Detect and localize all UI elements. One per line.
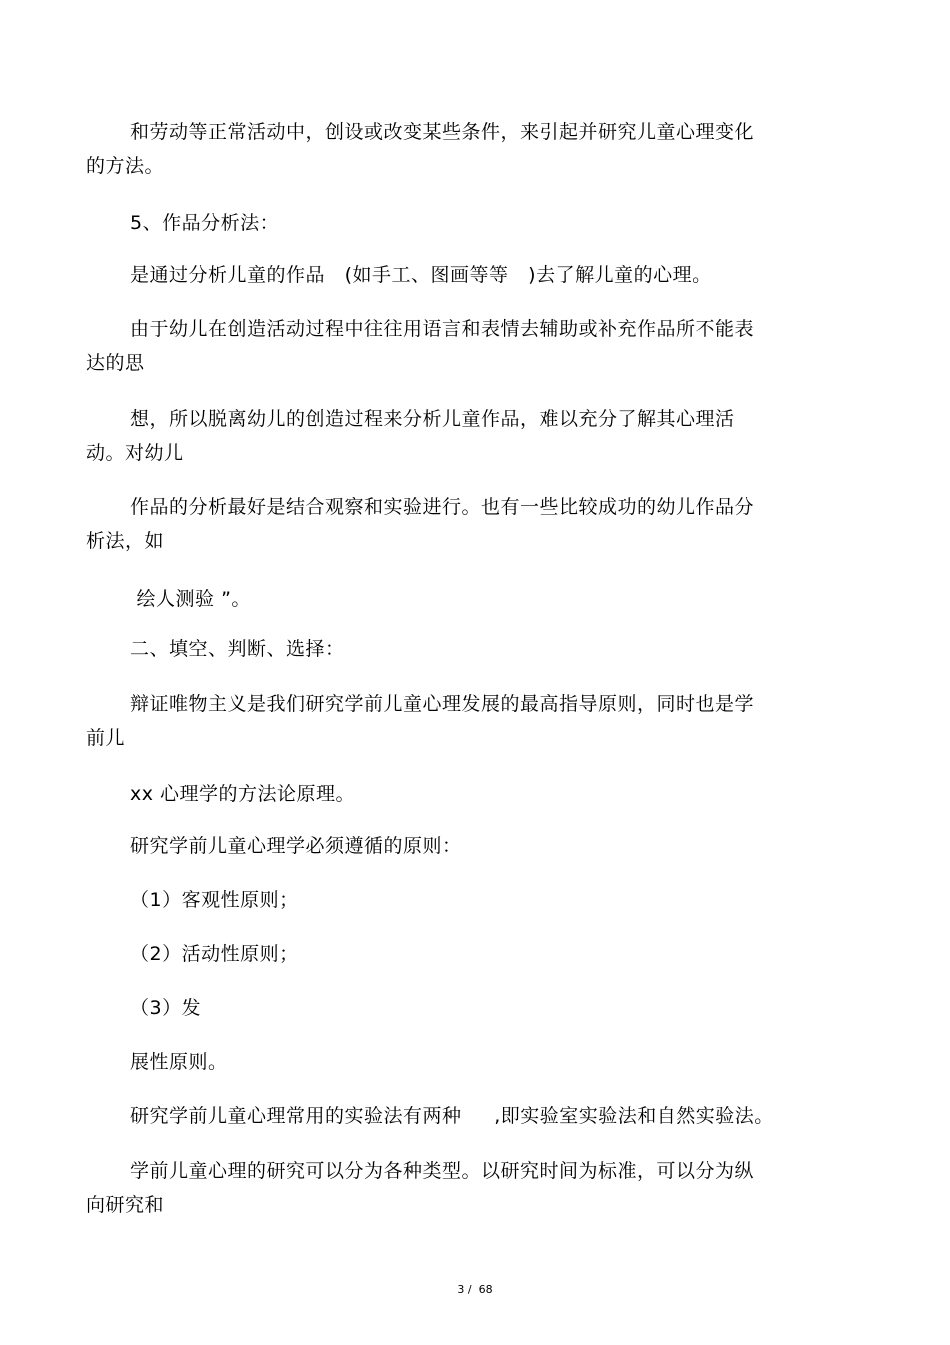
list-item: （1）客观性原则； — [130, 889, 299, 911]
text-line: 作品的分析最好是结合观察和实验进行。也有一些比较成功的幼儿作品分 — [130, 496, 755, 518]
text-line: 是通过分析儿童的作品 (如手工、图画等等 )去了解儿童的心理。 — [130, 264, 712, 286]
text-line: 向研究和 — [86, 1194, 165, 1216]
text-line: 绘人测验 ”。 — [130, 588, 251, 610]
text-line: 析法，如 — [86, 530, 165, 552]
page-number: 3 / 68 — [457, 1283, 493, 1296]
text-line: 达的思 — [86, 352, 145, 374]
text-line: 和劳动等正常活动中，创设或改变某些条件，来引起并研究儿童心理变化 — [130, 121, 755, 143]
text-line: 研究学前儿童心理常用的实验法有两种 ,即实验室实验法和自然实验法。 — [130, 1105, 774, 1127]
text-line: 前儿 — [86, 727, 126, 749]
text-line: 研究学前儿童心理学必须遵循的原则： — [130, 835, 462, 857]
text-line: 想，所以脱离幼儿的创造过程来分析儿童作品，难以充分了解其心理活 — [130, 408, 735, 430]
text-line: 的方法。 — [86, 155, 165, 177]
text-line: 辩证唯物主义是我们研究学前儿童心理发展的最高指导原则，同时也是学 — [130, 693, 755, 715]
text-line: 由于幼儿在创造活动过程中往往用语言和表情去辅助或补充作品所不能表 — [130, 318, 755, 340]
section-heading: 5、作品分析法： — [130, 212, 280, 234]
text-line: 学前儿童心理的研究可以分为各种类型。以研究时间为标准，可以分为纵 — [130, 1160, 755, 1182]
list-item: （2）活动性原则； — [130, 943, 299, 965]
section-heading: 二、填空、判断、选择： — [130, 638, 345, 660]
text-line: xx 心理学的方法论原理。 — [130, 783, 356, 805]
list-item: （3）发 — [130, 997, 202, 1019]
text-line: 展性原则。 — [130, 1051, 228, 1073]
text-line: 动。对幼儿 — [86, 442, 184, 464]
